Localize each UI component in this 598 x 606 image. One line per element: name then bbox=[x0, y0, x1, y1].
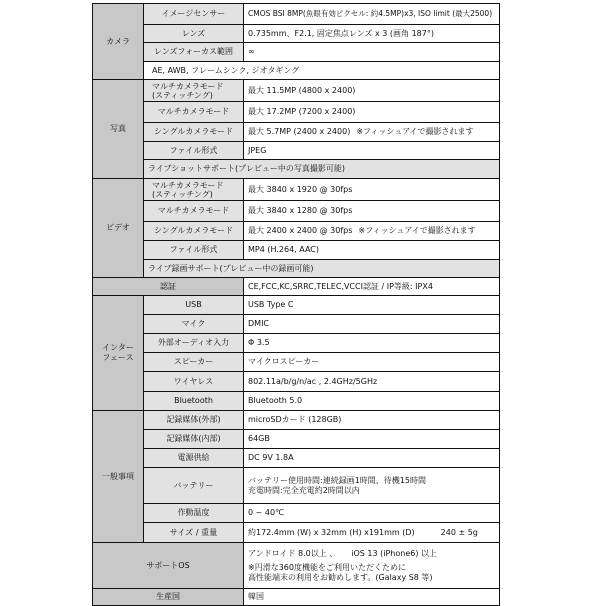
spec-value bbox=[244, 222, 500, 241]
spec-sheet bbox=[92, 3, 500, 601]
spec-note: ※フィッシュアイで撮影されます bbox=[358, 226, 476, 235]
table-row bbox=[93, 296, 500, 315]
spec-value: 0 ~ 40℃ bbox=[244, 504, 500, 523]
spec-key: サイズ / 重量 bbox=[144, 523, 244, 543]
spec-table bbox=[92, 3, 500, 606]
spec-value: DMIC bbox=[244, 315, 500, 334]
spec-note: ※フィッシュアイで撮影されます bbox=[356, 127, 474, 136]
spec-value: JPEG bbox=[244, 142, 500, 160]
spec-value: AE, AWB, フレームシンク, ジオタギング bbox=[144, 62, 500, 80]
spec-key: レンズフォーカス範囲 bbox=[144, 43, 244, 62]
spec-key: マルチカメラモード (スティッチング) bbox=[144, 80, 244, 102]
spec-key: ファイル形式 bbox=[144, 142, 244, 160]
spec-value: CE,FCC,KC,SRRC,TELEC,VCCI認証 / IP等級: IPX4 bbox=[244, 278, 500, 296]
support-note-2: 高性能端末の利用をお勧めします。(Galaxy S8 等) bbox=[248, 572, 433, 582]
android-version: アンドロイド 8.0以上 、 bbox=[248, 548, 338, 558]
table-row bbox=[93, 543, 500, 589]
ios-version: iOS 13 (iPhone6) 以上 bbox=[351, 548, 437, 558]
spec-value: 韓国 bbox=[244, 589, 500, 606]
table-row bbox=[93, 504, 500, 523]
table-row bbox=[93, 123, 500, 142]
spec-key: スピーカー bbox=[144, 353, 244, 372]
table-row bbox=[93, 392, 500, 411]
table-row bbox=[93, 62, 500, 80]
table-row bbox=[93, 278, 500, 296]
spec-key: Bluetooth bbox=[144, 392, 244, 411]
spec-key: バッテリー bbox=[144, 468, 244, 504]
spec-value: Bluetooth 5.0 bbox=[244, 392, 500, 411]
spec-value bbox=[244, 543, 500, 589]
category-support-os: サポートOS bbox=[93, 543, 244, 589]
spec-key: 作動温度 bbox=[144, 504, 244, 523]
table-row bbox=[93, 315, 500, 334]
spec-value: microSDカード (128GB) bbox=[244, 411, 500, 430]
spec-value bbox=[244, 123, 500, 142]
table-row bbox=[93, 411, 500, 430]
spec-value: ライブショットサポート(プレビュー中の写真撮影可能) bbox=[144, 160, 500, 179]
spec-key: 電源供給 bbox=[144, 449, 244, 468]
spec-value: USB Type C bbox=[244, 296, 500, 315]
table-row bbox=[93, 523, 500, 543]
spec-key: シングルカメラモード bbox=[144, 123, 244, 142]
table-row bbox=[93, 4, 500, 25]
weight-value: 240 ± 5g bbox=[440, 527, 478, 537]
spec-key: マイク bbox=[144, 315, 244, 334]
table-row bbox=[93, 241, 500, 260]
spec-value: 64GB bbox=[244, 430, 500, 449]
spec-key: マルチカメラモード bbox=[144, 201, 244, 222]
spec-value-text: 最大 2400 x 2400 @ 30fps bbox=[248, 226, 353, 235]
table-row bbox=[93, 80, 500, 102]
spec-key: シングルカメラモード bbox=[144, 222, 244, 241]
category-photo: 写真 bbox=[93, 80, 144, 179]
category-cert: 認証 bbox=[93, 278, 244, 296]
table-row bbox=[93, 222, 500, 241]
battery-usage: バッテリー使用時間:連続録画1時間、待機15時間 bbox=[248, 475, 426, 485]
spec-key: USB bbox=[144, 296, 244, 315]
category-camera: カメラ bbox=[93, 4, 144, 80]
battery-charge: 充電時間:完全充電約2時間以内 bbox=[248, 485, 360, 495]
category-video: ビデオ bbox=[93, 179, 144, 278]
category-origin: 生産国 bbox=[93, 589, 244, 606]
spec-value: Φ 3.5 bbox=[244, 334, 500, 353]
spec-value: マイクロスピーカー bbox=[244, 353, 500, 372]
table-row bbox=[93, 449, 500, 468]
table-row bbox=[93, 430, 500, 449]
table-row bbox=[93, 102, 500, 123]
spec-key: レンズ bbox=[144, 25, 244, 43]
spec-key: マルチカメラモード (スティッチング) bbox=[144, 179, 244, 201]
table-row bbox=[93, 260, 500, 278]
table-row bbox=[93, 334, 500, 353]
table-row bbox=[93, 179, 500, 201]
spec-value bbox=[244, 468, 500, 504]
spec-key: ファイル形式 bbox=[144, 241, 244, 260]
spec-value: ∞ bbox=[244, 43, 500, 62]
table-row bbox=[93, 589, 500, 606]
spec-value-text: 最大 5.7MP (2400 x 2400) bbox=[248, 127, 351, 136]
spec-value: CMOS BSI 8MP(魚眼有効ピクセル: 約4.5MP)x3, ISO limit (最大2500) bbox=[244, 4, 500, 25]
table-row bbox=[93, 353, 500, 372]
support-os-versions bbox=[248, 549, 495, 559]
spec-value: 0.735mm、F2.1, 固定焦点レンズ x 3 (画角 187°) bbox=[244, 25, 500, 43]
spec-key: ワイヤレス bbox=[144, 372, 244, 392]
table-row bbox=[93, 201, 500, 222]
category-general: 一般事項 bbox=[93, 411, 144, 543]
spec-key: 外部オーディオ入力 bbox=[144, 334, 244, 353]
spec-value bbox=[244, 523, 500, 543]
table-row bbox=[93, 372, 500, 392]
table-row bbox=[93, 25, 500, 43]
spec-value: 最大 3840 x 1280 @ 30fps bbox=[244, 201, 500, 222]
spec-key: イメージセンサー bbox=[144, 4, 244, 25]
spec-value: ライブ録画サポート(プレビュー中の録画可能) bbox=[144, 260, 500, 278]
table-row bbox=[93, 468, 500, 504]
spec-value: 最大 3840 x 1920 @ 30fps bbox=[244, 179, 500, 201]
table-row bbox=[93, 43, 500, 62]
spec-value: 最大 11.5MP (4800 x 2400) bbox=[244, 80, 500, 102]
spec-value: 802.11a/b/g/n/ac , 2.4GHz/5GHz bbox=[244, 372, 500, 392]
spec-key: 記録媒体(外部) bbox=[144, 411, 244, 430]
table-row bbox=[93, 160, 500, 179]
category-interface: インター フェース bbox=[93, 296, 144, 411]
size-value: 約172.4mm (W) x 32mm (H) x191mm (D) bbox=[248, 527, 415, 537]
spec-value: 最大 17.2MP (7200 x 2400) bbox=[244, 102, 500, 123]
support-note-1: ※円滑な360度機能をご利用いただくために bbox=[248, 562, 406, 572]
spec-value: DC 9V 1.8A bbox=[244, 449, 500, 468]
spec-key: 記録媒体(内部) bbox=[144, 430, 244, 449]
spec-key: マルチカメラモード bbox=[144, 102, 244, 123]
spec-value: MP4 (H.264, AAC) bbox=[244, 241, 500, 260]
table-row bbox=[93, 142, 500, 160]
